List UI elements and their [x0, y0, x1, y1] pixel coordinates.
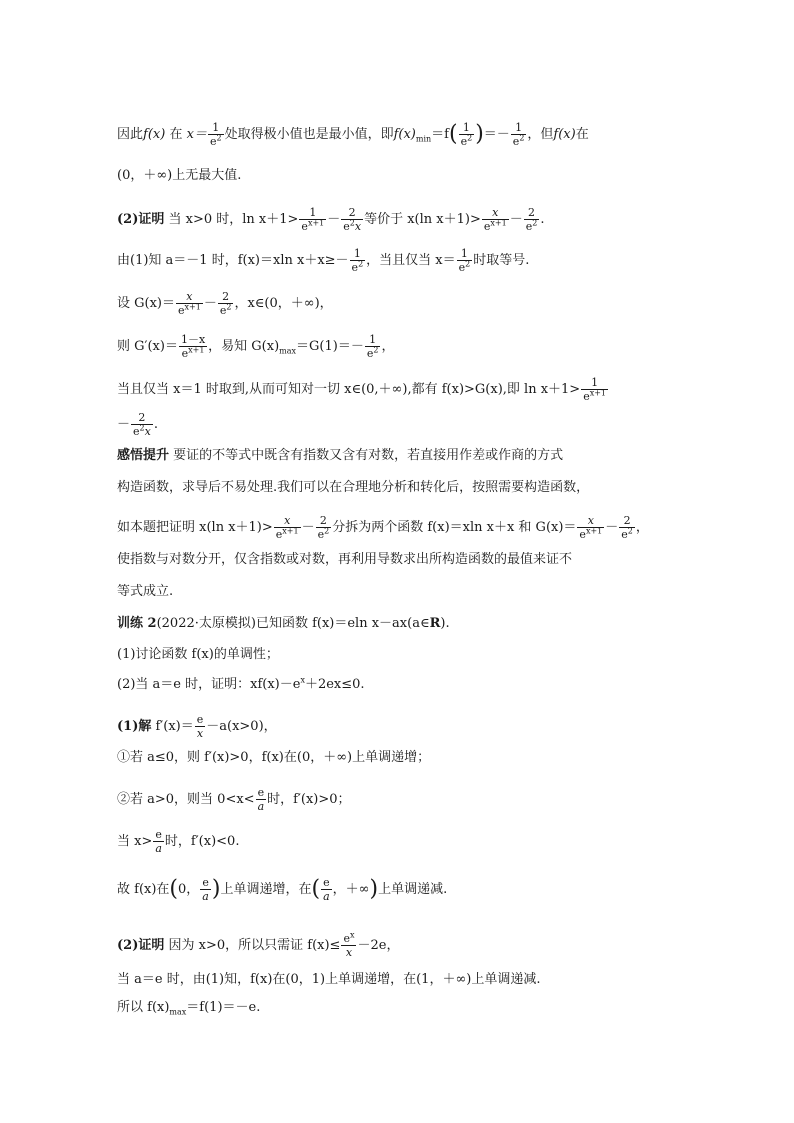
fraction: $\frac{1}{e^2}$ — [366, 333, 379, 360]
fraction: $\frac{1}{e^2}$ — [351, 247, 364, 274]
line-11: 如本题把证明 x(ln x＋1)> $\frac{x}{e^{x+1}}$ － $\frac{2}{e^2}$ 分拆为两个函数 f(x)＝xln x＋x 和 G(x)＝ $\frac{x}{e^{x+1}}$ － $\frac{2}{e^2}$ ， — [117, 514, 649, 541]
line-17: (1)解 f′(x)＝ $\frac{e}{x}$ －a(x>0)， — [117, 713, 277, 740]
fraction: $\frac{e}{a}$ — [155, 828, 162, 855]
line-19: ②若 a>0，则当 0<x< $\frac{e}{a}$ 时，f′(x)>0； — [117, 786, 351, 813]
line-16: (2)当 a＝e 时，证明：$xf(x)-e^x+2ex\le 0$. — [117, 675, 365, 692]
fraction: $\frac{1}{e^2}$ — [512, 121, 525, 148]
fraction: $\frac{e}{a}$ — [257, 786, 265, 813]
line-24: 所以 $f(x)_{max}=f(1)=-e$. — [117, 1000, 261, 1017]
line-1: 因此f(x) 在 x＝ $\frac{1}{e^2}$ 处取得极小值也是最小值，即$f(x)_{min}=f$( $\frac{1}{e^2}$ )＝－ $\frac{1}{e^2}$ ，但f(x)在 — [117, 121, 589, 148]
fraction: $\frac{e}{x}$ — [196, 713, 204, 740]
fraction: $\frac{1-x}{e^{x+1}}$ — [180, 333, 206, 360]
fraction: $\frac{1}{e^{x+1}}$ — [301, 206, 325, 233]
fraction: $\frac{x}{e^{x+1}}$ — [483, 206, 507, 233]
line-5: 设 G(x)＝ $\frac{x}{e^{x+1}}$ － $\frac{2}{e^2}$ ，x∈(0，＋∞)， — [117, 290, 333, 317]
line-6: 则 G′(x)＝ $\frac{1-x}{e^{x+1}}$ ，易知 $G(x)_{max}=G(1)=-$ $\frac{1}{e^2}$ ， — [117, 333, 395, 360]
line-23: 当 a＝e 时，由(1)知，f(x)在(0，1)上单调递增，在(1，＋∞)上单调递减. — [117, 972, 541, 987]
line-12: 使指数与对数分开，仅含指数或对数，再利用导数求出所构造函数的最值来证不 — [117, 552, 573, 567]
line-10: 构造函数，求导后不易处理.我们可以在合理地分析和转化后，按照需要构造函数， — [117, 480, 590, 495]
line-3: (2)证明 当 x>0 时，ln x＋1> $\frac{1}{e^{x+1}}$ － $\frac{2}{e^2x}$ 等价于 x(ln x＋1)> $\frac{x}{e^{x+1}}$ － $\frac{2}{e^2}$ . — [117, 206, 545, 233]
fraction: $\frac{1}{e^2}$ — [458, 247, 471, 274]
line-7: 当且仅当 x＝1 时取到,从而可知对一切 x∈(0,＋∞),都有 f(x)>G(x),即 ln x＋1> $\frac{1}{e^{x+1}}$ — [117, 376, 607, 403]
fraction: $\frac{x}{e^{x+1}}$ — [579, 514, 603, 541]
fraction: $\frac{1}{e^2}$ — [209, 121, 222, 148]
fraction: $\frac{1}{e^{x+1}}$ — [583, 376, 607, 403]
fraction: $\frac{2}{e^2}$ — [219, 290, 232, 317]
line-4: 由(1)知 a＝－1 时，f(x)＝xln x＋x≥－ $\frac{1}{e^2}$ ，当且仅当 x＝ $\frac{1}{e^2}$ 时取等号. — [117, 247, 530, 274]
line-15: (1)讨论函数 f(x)的单调性； — [117, 647, 279, 662]
fraction: $\frac{x}{e^{x+1}}$ — [178, 290, 201, 317]
fraction: $\frac{e}{a}$ — [323, 876, 330, 903]
line-13: 等式成立. — [117, 584, 174, 599]
fraction: $\frac{2}{e^2}$ — [317, 514, 330, 541]
fraction: $\frac{e}{a}$ — [202, 876, 209, 903]
line-20: 当 x> $\frac{e}{a}$ 时，f′(x)<0. — [117, 828, 240, 855]
fraction: $\frac{2}{e^2}$ — [621, 514, 633, 541]
line-9: 感悟提升 要证的不等式中既含有指数又含有对数，若直接用作差或作商的方式 — [117, 448, 564, 463]
line-22: (2)证明 因为 x>0，所以只需证 f(x)≤ $\frac{e^x}{x}$ －2e， — [117, 930, 400, 959]
line-8: － $\frac{2}{e^2x}$ . — [117, 411, 158, 438]
line-21: 故 f(x)在(0， $\frac{e}{a}$ )上单调递增，在( $\frac{e}{a}$ ，＋∞)上单调递减. — [117, 876, 448, 903]
fraction: $\frac{1}{e^2}$ — [460, 121, 473, 148]
fraction: $\frac{e^x}{x}$ — [343, 930, 355, 959]
fraction: $\frac{2}{e^2x}$ — [133, 411, 151, 438]
line-2: (0，＋∞)上无最大值. — [117, 168, 242, 183]
line-18: ①若 a≤0，则 f′(x)>0，f(x)在(0，＋∞)上单调递增； — [117, 750, 431, 765]
fraction: $\frac{x}{e^{x+1}}$ — [275, 514, 299, 541]
fraction: $\frac{2}{e^2x}$ — [343, 206, 362, 233]
fraction: $\frac{2}{e^2}$ — [525, 206, 538, 233]
line-14: 训练 2(2022·太原模拟)已知函数 f(x)＝eln x－ax(a∈R). — [117, 616, 450, 631]
